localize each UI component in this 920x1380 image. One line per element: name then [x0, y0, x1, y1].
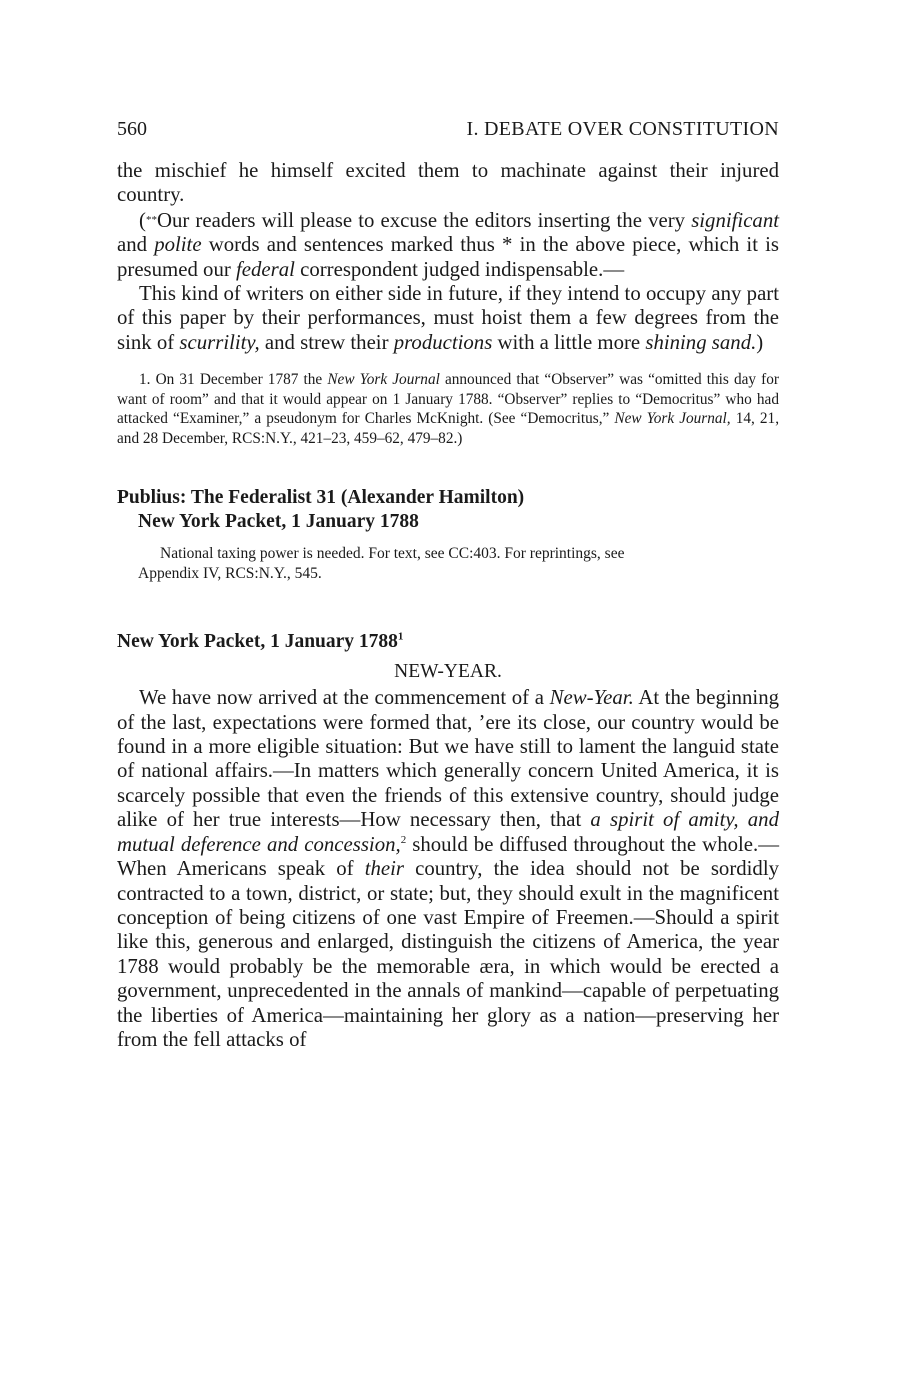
- packet-heading: [117, 630, 779, 654]
- page-number: 560: [117, 118, 147, 140]
- new-year-title: NEW-YEAR.: [394, 661, 502, 683]
- text-run: and strew their: [259, 330, 394, 354]
- text-run: with a little more: [492, 330, 646, 354]
- editors-note-paragraph: [117, 208, 779, 282]
- italic-run: New York Journal: [327, 371, 440, 389]
- italic-run: productions: [393, 330, 493, 354]
- publius-heading: [117, 486, 779, 534]
- publius-summary-line2: Appendix IV, RCS:N.Y., 545.: [138, 565, 322, 583]
- new-year-paragraph: [117, 686, 779, 1052]
- italic-run: New York Journal,: [614, 410, 731, 428]
- text-run: This kind of writers on either side in future, if they intend to occupy any part of this paper by their performances, must hoist them a few degrees from the sink of: [117, 282, 779, 354]
- italic-run: shining sand.: [645, 330, 757, 354]
- open-paren: (: [139, 208, 146, 232]
- text-run: correspondent judged indispensable.—: [294, 257, 625, 281]
- footnote-ref-2: 2: [400, 833, 407, 846]
- writers-warning-paragraph: [117, 282, 779, 355]
- text-run: 1. On 31 December 1787 the: [139, 371, 328, 389]
- observer-closing-paragraph: the mischief he himself excited them to machinate against their injured country.: [117, 159, 779, 207]
- italic-run: scurrility,: [179, 330, 260, 354]
- italic-run: a spirit of amity, and mutual deference and concession,: [117, 808, 779, 856]
- italic-run: their: [364, 857, 404, 881]
- publius-summary: [138, 544, 779, 584]
- text-run: should be diffused throughout the whole.—When Americans speak of: [117, 832, 779, 881]
- text-run: and: [117, 233, 155, 257]
- text-run: announced that “Observer” was “omitted this day for want of room” and that it would appear on 1 January 1788. “Observer” replies to “Democritus” who had attacked “Examiner,” a pseudonym for Charles McKnight. (See “Democritus,”: [117, 371, 779, 428]
- text-run: 14, 21, and 28 December, RCS:N.Y., 421–23, 459–62, 479–82.): [117, 410, 780, 447]
- italic-run: polite: [154, 233, 202, 257]
- publius-heading-line1: Publius: The Federalist 31 (Alexander Hamilton): [117, 487, 525, 509]
- text-run: words and sentences marked thus * in the above piece, which it is presumed our: [117, 233, 780, 281]
- running-header: [117, 118, 779, 141]
- publius-summary-line1: National taxing power is needed. For text, see CC:403. For reprintings, see: [160, 545, 625, 563]
- publius-heading-line2: New York Packet, 1 January 1788: [138, 511, 419, 533]
- footnote-1: [117, 370, 779, 448]
- text-run: At the beginning of the last, expectations were formed that, ’ere its close, our country would be found in a more eligible situation: But we have still to lament the languid state of national affairs.—In matters which generally concern United America, it is scarcely possible that even the friends of this extensive country, should judge alike of her true interests—How necessary then, that: [117, 686, 779, 832]
- text-run: Our readers will please to excuse the editors inserting the very: [156, 208, 692, 232]
- text-run: country, the idea should not be sordidly contracted to a town, district, or state; but, they should exult in the magnificent conception of being citizens of one vast Empire of Freemen.—Should a spirit like this, generous and enlarged, distinguish the citizens of America, the year 1788 would probably be the memorable æra, in which would be erected a government, unprecedented in the annals of mankind—capable of perpetuating the liberties of America—maintaining her glory as a nation—preserving her from the fell attacks of: [117, 857, 779, 1051]
- document-page: [117, 118, 779, 1052]
- footnote-ref-1: 1: [397, 630, 404, 643]
- italic-run: significant: [691, 208, 779, 232]
- italic-run: New-Year.: [549, 686, 634, 710]
- italic-run: federal: [235, 257, 295, 281]
- running-title: I. DEBATE OVER CONSTITUTION: [466, 118, 779, 140]
- text-run: ): [756, 330, 764, 354]
- text-run: We have now arrived at the commencement of a: [139, 686, 550, 710]
- packet-heading-text: New York Packet, 1 January 1788: [117, 631, 398, 653]
- asterism-mark: **: [145, 213, 157, 226]
